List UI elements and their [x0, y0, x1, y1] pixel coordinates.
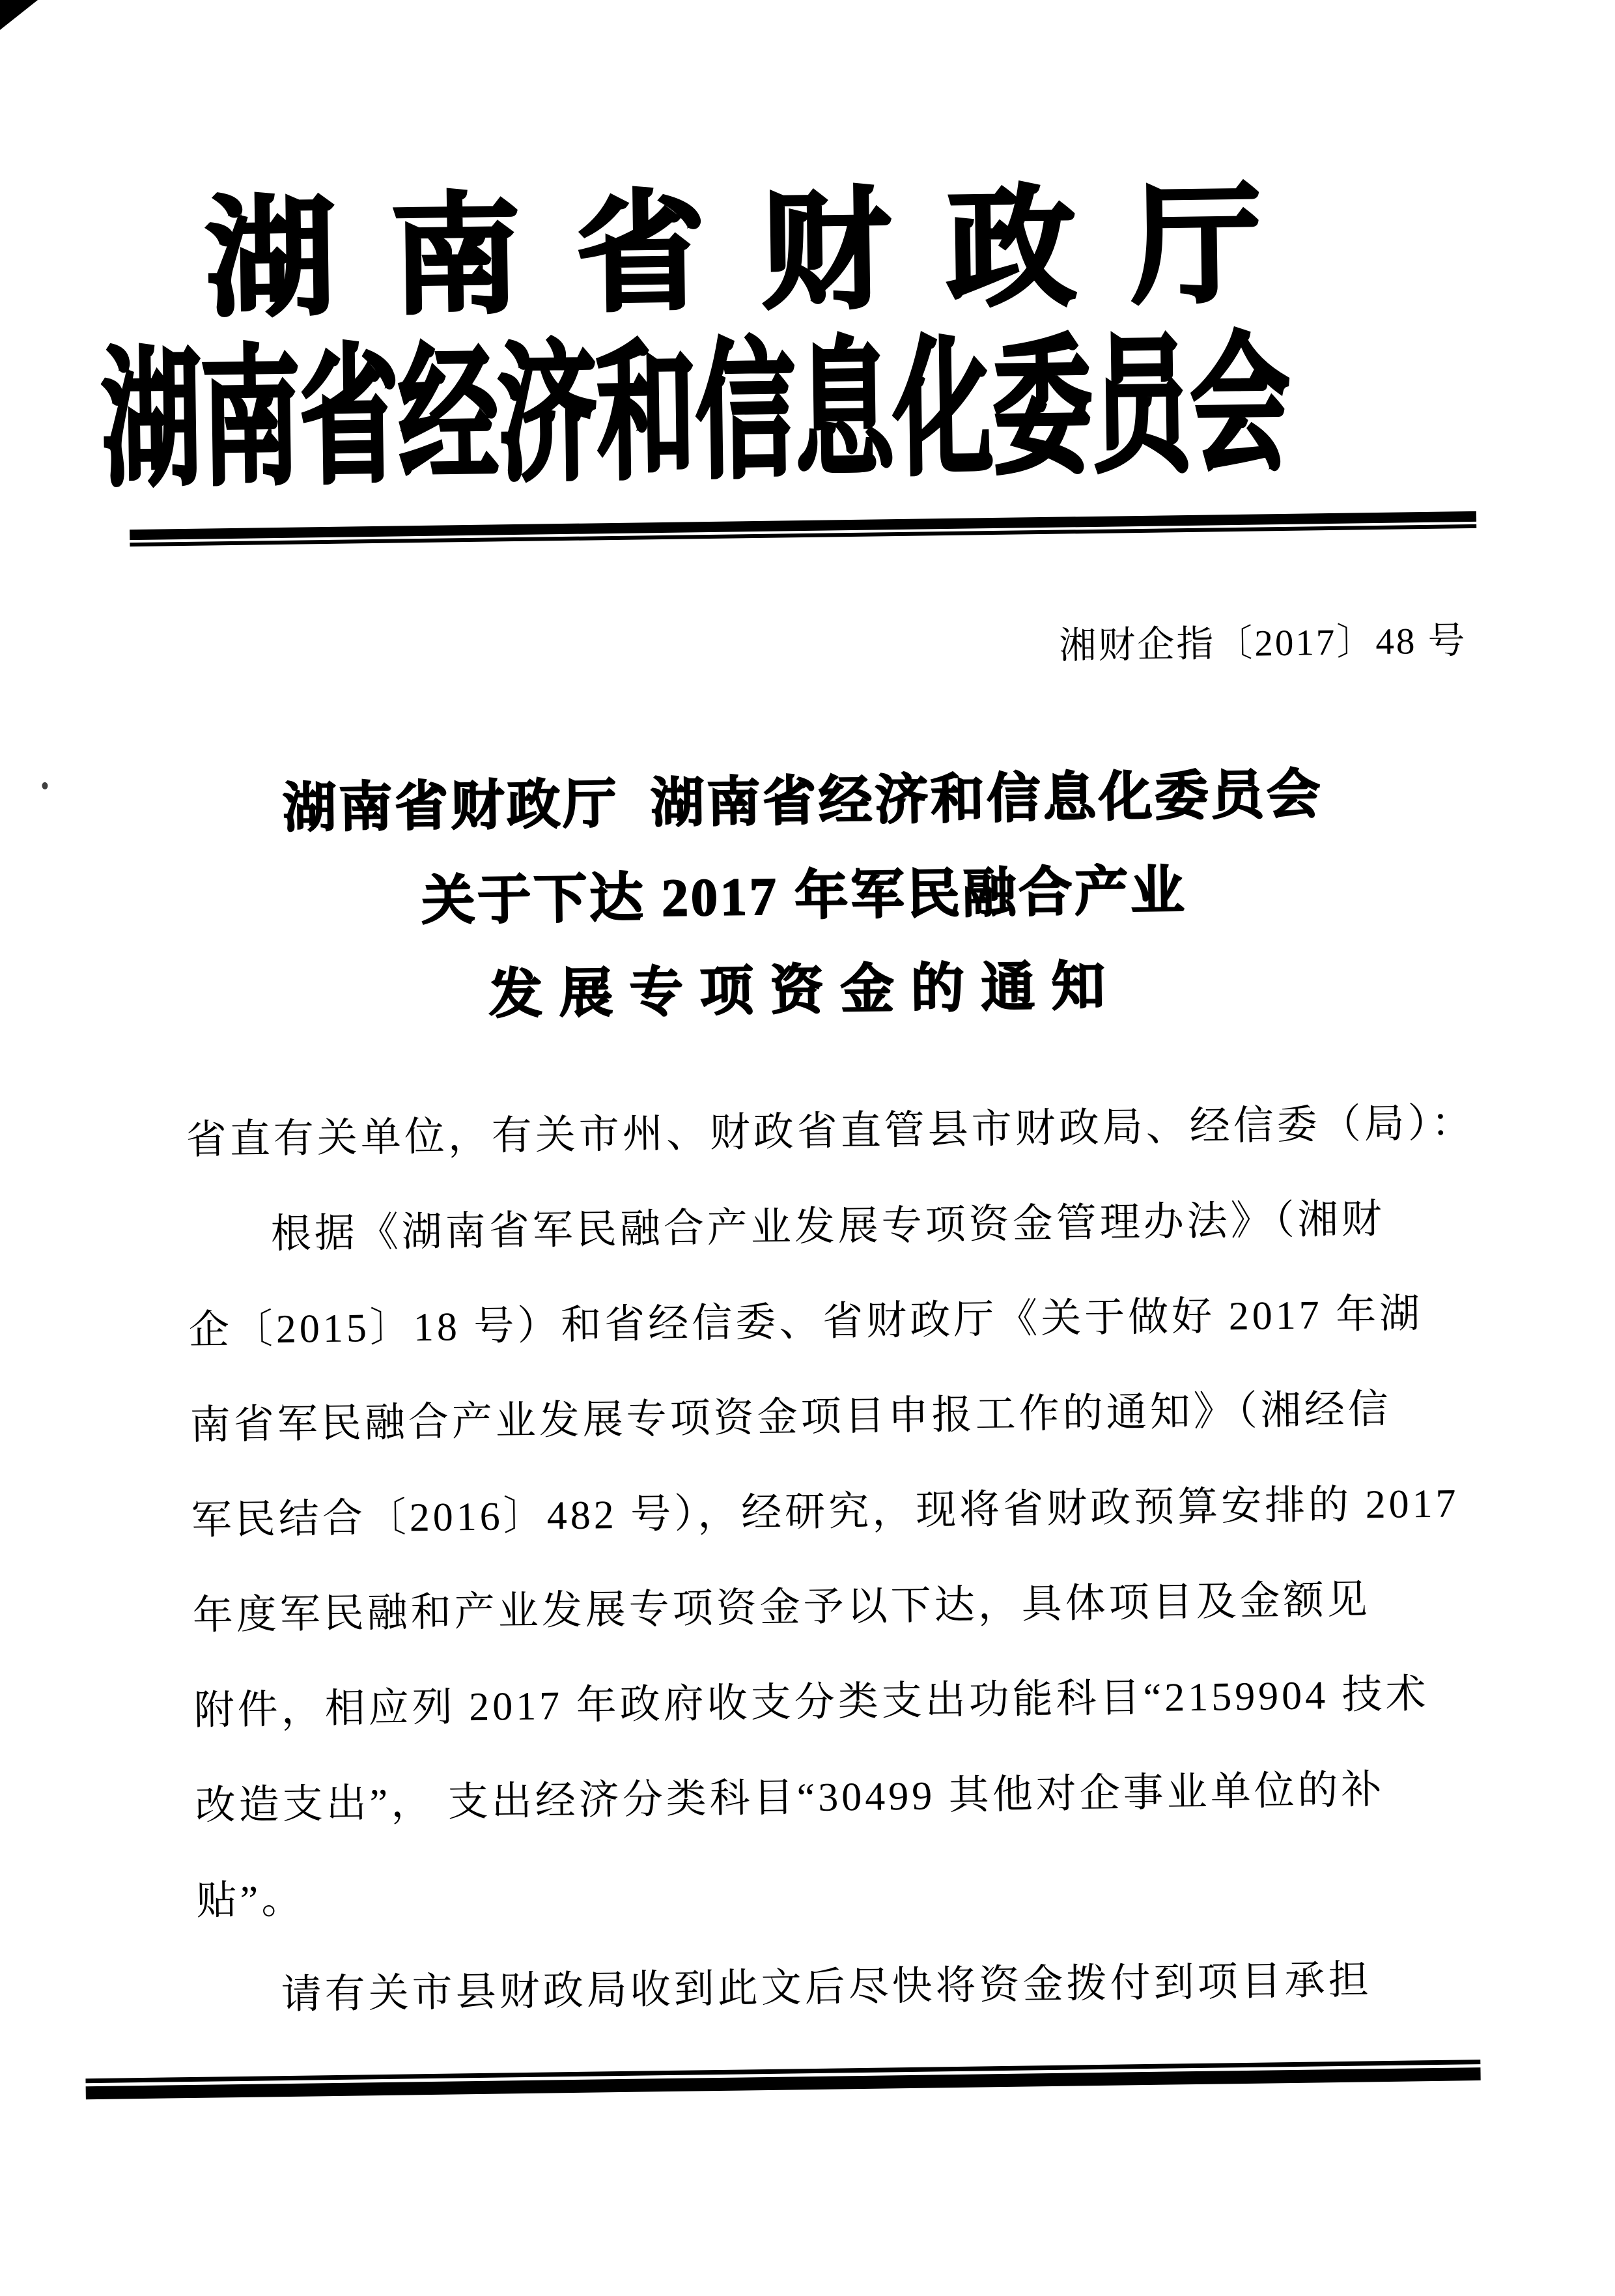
body-line: 根据《湖南省军民融合产业发展专项资金管理办法》（湘财: [270, 1197, 1386, 1257]
title-line-3: 发展专项资金的通知: [488, 956, 1123, 1025]
body-line: 南省军民融合产业发展专项资金项目申报工作的通知》（湘经信: [190, 1387, 1392, 1448]
body-line: 企〔2015〕18 号）和省经信委、省财政厅《关于做好 2017 年湖: [188, 1292, 1424, 1353]
doc-number: 湘财企指〔2017〕48 号: [1058, 620, 1468, 667]
body-line: 军民结合〔2016〕482 号），经研究，现将省财政预算安排的 2017: [191, 1481, 1460, 1543]
document-body: [186, 1076, 1476, 2044]
body-line: 年度军民融和产业发展专项资金予以下达，具体项目及金额见: [192, 1578, 1371, 1638]
footer-divider-rule: [85, 2060, 1480, 2099]
document-title: [0, 743, 1614, 1049]
title-line-2: 关于下达 2017 年军民融合产业: [421, 861, 1187, 931]
salutation-line: 省直有关单位，有关市州、财政省直管县市财政局、经信委（局）：: [186, 1101, 1476, 1163]
title-line-1: 湖南省财政厅 湖南省经济和信息化委员会: [282, 765, 1323, 838]
body-line: 贴”。: [196, 1877, 305, 1923]
body-line: 附件，相应列 2017 年政府收支分类支出功能科目“2159904 技术: [193, 1672, 1430, 1733]
body-line: 改造支出”， 支出经济分类科目“30499 其他对企事业单位的补: [195, 1768, 1386, 1828]
letterhead-divider-rule: [130, 511, 1476, 546]
letterhead-issuer-line2: 湖 南 省 经 济 和 信 息 化 委 员 会: [101, 323, 1291, 504]
letterhead-issuer-line1: 湖 南 省 财 政 厅: [204, 175, 1262, 332]
body-line: 请有关市县财政局收到此文后尽快将资金拨付到项目承担: [281, 1958, 1373, 2018]
scan-dot-artifact: [42, 782, 48, 789]
